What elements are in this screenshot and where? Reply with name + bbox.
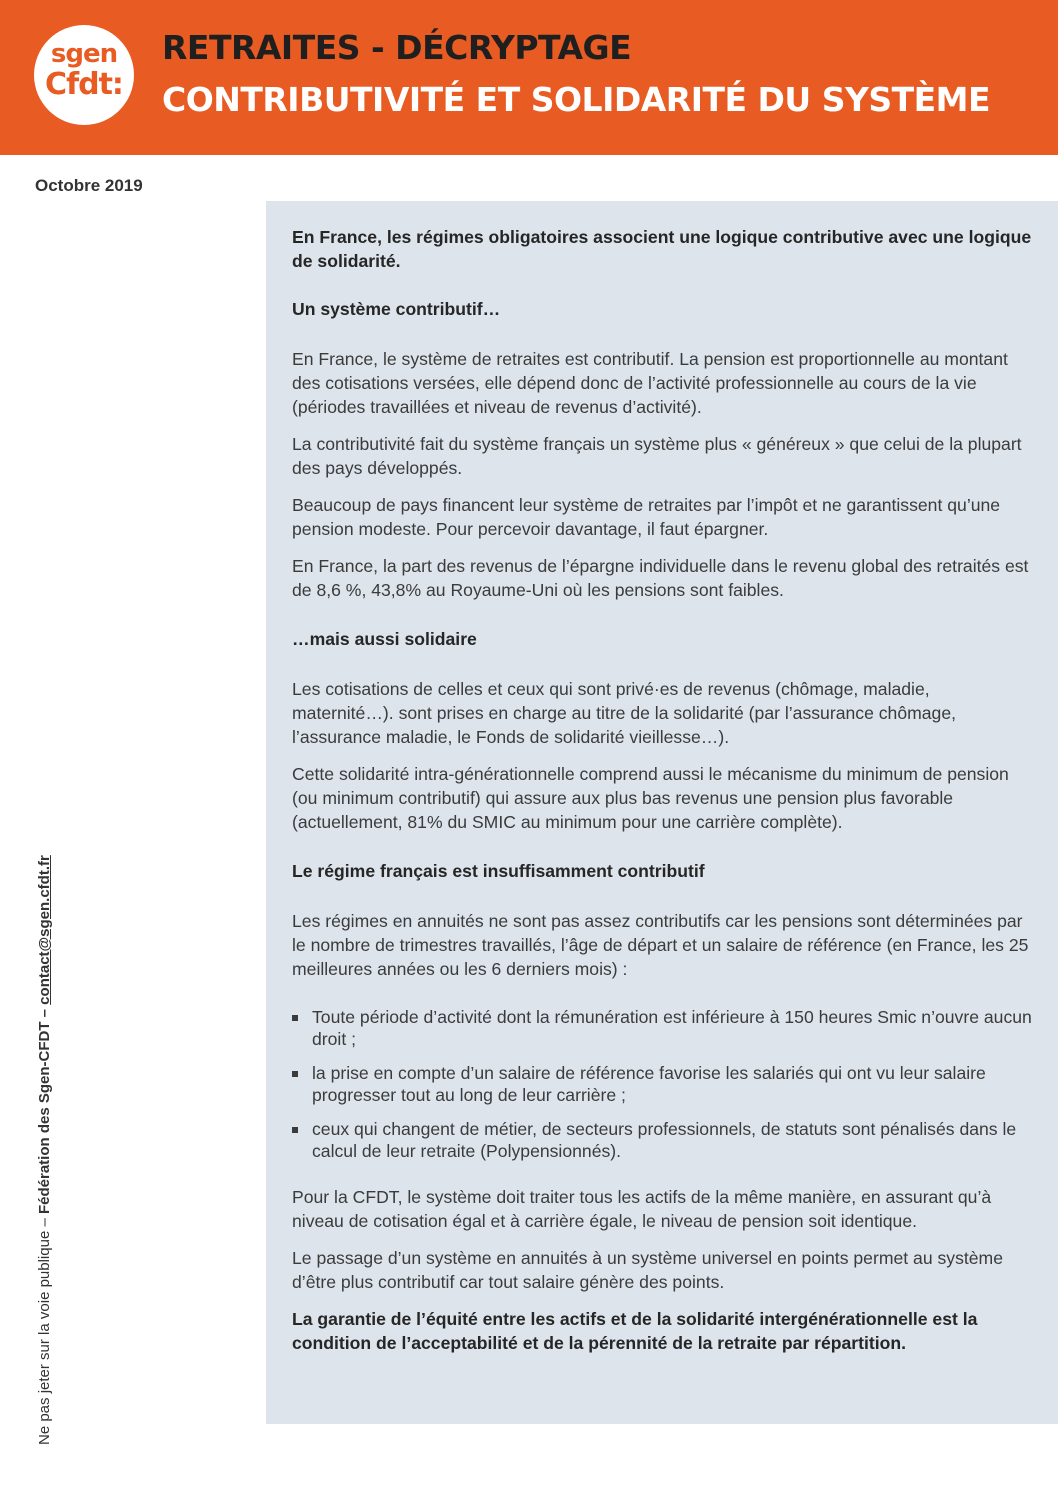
square-bullet-icon	[292, 1127, 298, 1133]
list-item	[292, 1118, 1032, 1162]
list-item	[292, 1062, 1032, 1106]
section-heading-insuffisant: Le régime français est insuffisamment contributif	[292, 861, 705, 881]
section-heading-contributif: Un système contributif…	[292, 299, 501, 319]
contact-email-link[interactable]: contact@sgen.cfdt.fr	[36, 855, 53, 1005]
page-subtitle: CONTRIBUTIVITÉ ET SOLIDARITÉ DU SYSTÈME	[162, 80, 991, 119]
publication-date: Octobre 2019	[35, 176, 143, 195]
section-heading-solidaire: …mais aussi solidaire	[292, 629, 477, 649]
list-item-text: ceux qui changent de métier, de secteurs professionnels, de statuts sont pénalisés dans le calcul de leur retraite (Polypensionnés).	[312, 1119, 1017, 1161]
paragraph: La contributivité fait du système français un système plus « généreux » que celui de la plupart des pays développés.	[292, 434, 1022, 478]
bullet-list	[292, 1006, 1032, 1162]
square-bullet-icon	[292, 1071, 298, 1077]
paragraph: Les régimes en annuités ne sont pas assez contributifs car les pensions sont déterminées par le nombre de trimestres travaillés, l’âge de départ et un salaire de référence (en France, les 25 meilleures années ou les 6 derniers mois) :	[292, 911, 1029, 979]
intro-text: En France, les régimes obligatoires associent une logique contributive avec une logique de solidarité.	[292, 227, 1032, 271]
list-item	[292, 1006, 1032, 1050]
article-body	[292, 225, 1032, 1355]
square-bullet-icon	[292, 1015, 298, 1021]
paragraph: En France, le système de retraites est contributif. La pension est proportionnelle au montant des cotisations versées, elle dépend donc de l’activité professionnelle au cours de la vie (périodes travaillées et niveau de revenus d’activité).	[292, 349, 1008, 417]
header-banner	[0, 0, 1058, 155]
vertical-footer-note	[36, 855, 53, 1445]
logo-line-1: sgen	[50, 39, 118, 69]
paragraph: Les cotisations de celles et ceux qui sont privé·es de revenus (chômage, maladie, maternité…). sont prises en charge au titre de la solidarité (par l’assurance chômage, l’assurance maladie, le Fonds de solidarité vieillesse…).	[292, 679, 957, 747]
sgen-cfdt-logo	[34, 25, 134, 125]
logo-line-2: Cfdt:	[45, 67, 123, 102]
list-item-text: Toute période d’activité dont la rémunération est inférieure à 150 heures Smic n’ouvre aucun droit ;	[312, 1007, 1032, 1049]
conclusion-text: La garantie de l’équité entre les actifs et de la solidarité intergénérationnelle est la condition de l’acceptabilité et de la pérennité de la retraite par répartition.	[292, 1309, 978, 1353]
paragraph: Le passage d’un système en annuités à un système universel en points permet au système d’être plus contributif car tout salaire génère des points.	[292, 1248, 1003, 1292]
page-title: RETRAITES - DÉCRYPTAGE	[162, 28, 632, 67]
list-item-text: la prise en compte d’un salaire de référence favorise les salariés qui ont vu leur salaire progresser tout au long de leur carrière ;	[312, 1063, 986, 1105]
paragraph: En France, la part des revenus de l’épargne individuelle dans le revenu global des retraités est de 8,6 %, 43,8% au Royaume-Uni où les pensions sont faibles.	[292, 556, 1029, 600]
notice-text: Ne pas jeter sur la voie publique –	[36, 1214, 53, 1445]
paragraph: Cette solidarité intra-générationnelle comprend aussi le mécanisme du minimum de pension (ou minimum contributif) qui assure aux plus bas revenus une pension plus favorable (actuellement, 81% du SMIC au minimum pour une carrière complète).	[292, 764, 1009, 832]
paragraph: Beaucoup de pays financent leur système de retraites par l’impôt et ne garantissent qu’une pension modeste. Pour percevoir davantage, il faut épargner.	[292, 495, 1001, 539]
paragraph: Pour la CFDT, le système doit traiter tous les actifs de la même manière, en assurant qu’à niveau de cotisation égal et à carrière égale, le niveau de pension soit identique.	[292, 1187, 992, 1231]
federation-text: Fédération des Sgen-CFDT –	[36, 1004, 53, 1215]
